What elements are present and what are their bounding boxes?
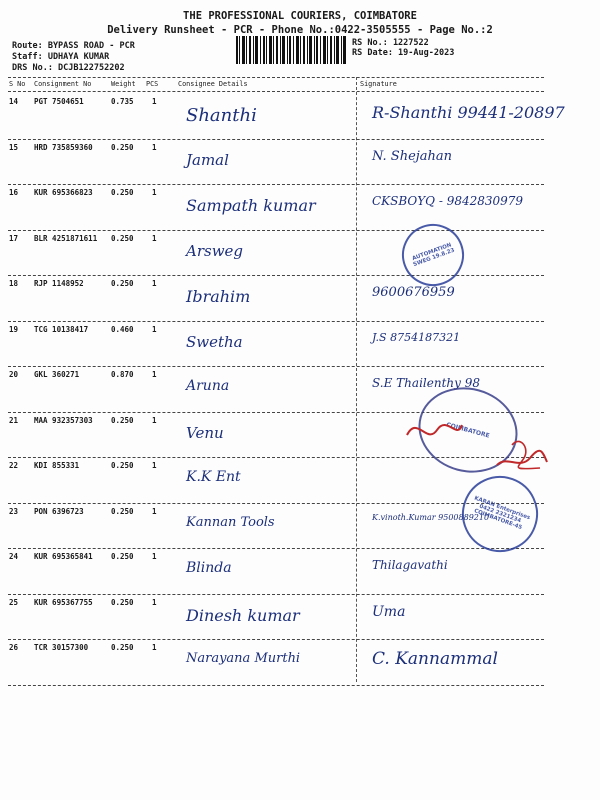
consignee-name: Narayana Murthi [186,651,301,666]
weight-cell: 0.250 [111,643,134,652]
weight-cell: 0.250 [111,597,134,607]
drs-number: DRS No.: DCJB122752202 [12,63,125,73]
recipient-signature: Thilagavathi [372,558,448,572]
sno-cell: 19 [9,324,19,334]
row-divider [8,275,544,276]
consignee-name: K.K Ent [186,469,241,485]
pcs-cell: 1 [152,506,157,516]
rs-date: RS Date: 19-Aug-2023 [352,48,455,58]
pcs-cell: 1 [152,279,157,288]
signature-column-divider [356,77,357,682]
recipient-signature: C. Kannammal [372,649,498,669]
row-divider [8,594,544,595]
consignment-number: PGT 7504651 [34,97,84,106]
col-weight: Weight [111,80,136,88]
recipient-signature: J.S 8754187321 [372,330,461,344]
consignment-number: PON 6396723 [34,506,84,516]
sno-cell: 16 [9,188,19,197]
header-divider [8,77,544,78]
consignment-number: HRD 735859360 [34,142,93,152]
consignee-name: Ibrahim [186,287,251,306]
consignee-name: Shanthi [186,105,257,126]
sno-cell: 21 [9,415,19,425]
weight-cell: 0.250 [111,142,134,152]
consignment-number: KUR 695367755 [34,597,93,607]
runsheet-title: THE PROFESSIONAL COURIERS, COIMBATORE [183,10,417,22]
pcs-cell: 1 [152,233,157,243]
col-consignment: Consignment No [34,80,92,88]
runsheet-subtitle: Delivery Runsheet - PCR - Phone No.:0422-3505555 - Page No.:2 [107,24,493,36]
row-divider [8,685,544,686]
col-pcs: PCS [146,80,159,88]
pcs-cell: 1 [152,461,157,470]
column-header-divider [8,91,544,92]
karan-enterprises-stamp: KARAN Enterprises 0422 2321234 COIMBATORE-45 [451,465,548,562]
consignee-name: Sampath kumar [186,196,316,215]
sno-cell: 25 [9,597,19,607]
sno-cell: 15 [9,142,19,152]
consignment-number: GKL 360271 [34,370,80,379]
pcs-cell: 1 [152,597,157,607]
weight-cell: 0.250 [111,279,134,288]
route-label: Route: BYPASS ROAD - PCR [12,41,135,51]
pcs-cell: 1 [152,142,157,152]
weight-cell: 0.250 [111,461,134,470]
col-signature: Signature [360,80,397,88]
rs-number: RS No.: 1227522 [352,38,429,48]
sno-cell: 23 [9,506,19,516]
consignment-number: KUR 695365841 [34,552,93,561]
weight-cell: 0.250 [111,188,134,197]
consignee-name: Swetha [186,332,243,351]
pcs-cell: 1 [152,643,157,652]
row-divider [8,321,544,322]
consignment-number: KDI 855331 [34,461,80,470]
recipient-signature: K.vinoth.Kumar 9500889210 [372,512,490,522]
sno-cell: 22 [9,461,19,470]
recipient-signature: S.E Thailenthy 98 [372,376,480,390]
row-divider [8,230,544,231]
weight-cell: 0.250 [111,506,134,516]
recipient-signature: Uma [372,603,406,620]
sno-cell: 24 [9,552,19,561]
pcs-cell: 1 [152,324,157,334]
weight-cell: 0.870 [111,370,134,379]
pcs-cell: 1 [152,188,157,197]
consignment-number: TCG 10138417 [34,324,89,334]
staff-label: Staff: UDHAYA KUMAR [12,52,110,62]
row-divider [8,184,544,185]
consignee-name: Jamal [186,150,229,169]
sno-cell: 20 [9,370,19,379]
col-consignee: Consignee Details [178,80,248,88]
row-divider [8,639,544,640]
sno-cell: 17 [9,233,19,243]
consignee-name: Venu [186,423,224,442]
weight-cell: 0.250 [111,233,134,243]
pcs-cell: 1 [152,552,157,561]
row-divider [8,139,544,140]
red-signature-scribble [402,410,552,480]
barcode [236,36,346,64]
recipient-signature: 9600676959 [372,285,455,300]
consignee-name: Arsweg [186,241,244,260]
consignment-number: MAA 932357303 [34,415,93,425]
recipient-signature: CKSBOYQ - 9842830979 [372,194,524,208]
consignment-number: KUR 695366823 [34,188,93,197]
sno-cell: 26 [9,643,19,652]
pcs-cell: 1 [152,370,157,379]
recipient-signature: N. Shejahan [372,148,453,164]
consignment-number: TCR 30157300 [34,643,89,652]
consignee-name: Aruna [186,378,230,394]
consignee-name: Dinesh kumar [186,605,300,625]
pcs-cell: 1 [152,415,157,425]
weight-cell: 0.250 [111,552,134,561]
row-divider [8,366,544,367]
recipient-signature: R-Shanthi 99441-20897 [372,103,565,122]
weight-cell: 0.735 [111,97,134,106]
consignment-number: RJP 1148952 [34,279,84,288]
sno-cell: 14 [9,97,19,106]
automation-stamp: AUTOMATION SWEG 19.8.23 [393,215,472,294]
weight-cell: 0.250 [111,415,134,425]
consignment-number: BLR 4251871611 [34,233,98,243]
consignee-name: Kannan Tools [186,514,275,530]
row-divider [8,548,544,549]
consignee-name: Blinda [186,560,232,576]
sno-cell: 18 [9,279,19,288]
col-sno: S No [9,80,26,88]
weight-cell: 0.460 [111,324,134,334]
pcs-cell: 1 [152,97,157,106]
middle-company-stamp: COIMBATORE [409,376,527,483]
